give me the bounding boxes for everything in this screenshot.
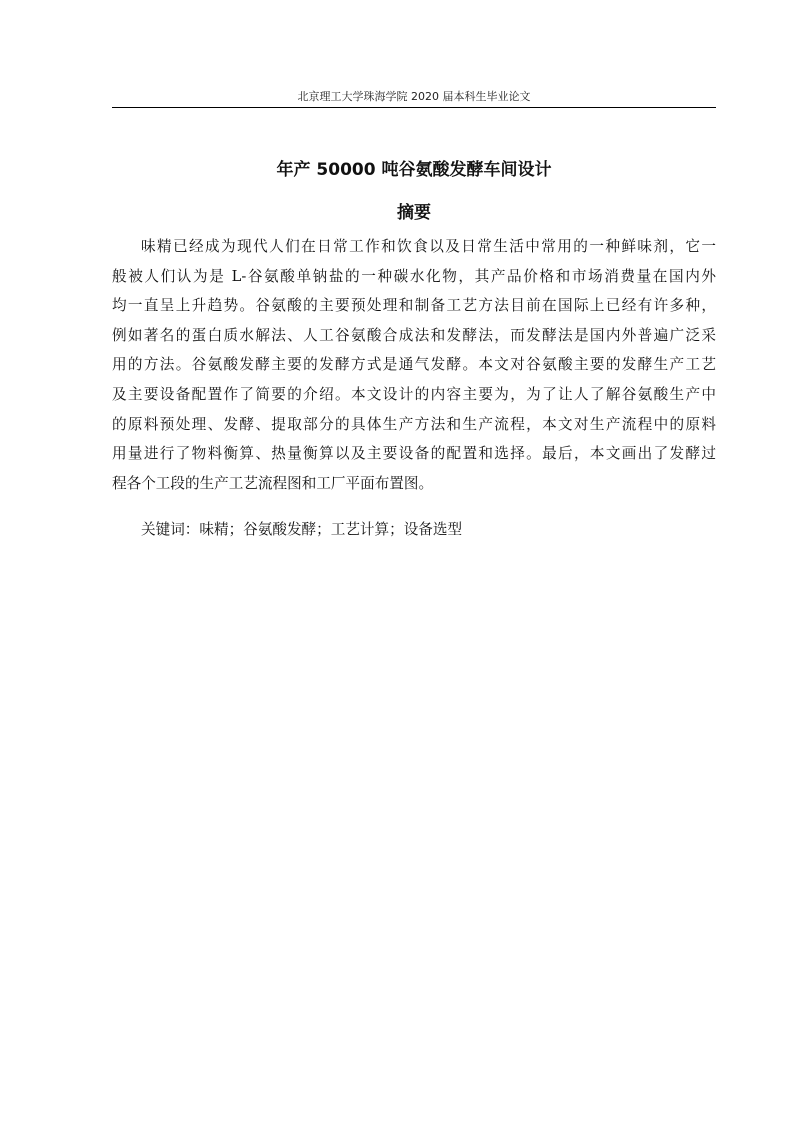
- abstract-line: 的原料预处理、发酵、提取部分的具体生产方法和生产流程，本文对生产流程中的原料: [112, 415, 716, 433]
- abstract-line: 味精已经成为现代人们在日常工作和饮食以及日常生活中常用的一种鲜味剂，它一: [141, 238, 716, 255]
- abstract-line: 及主要设备配置作了简要的介绍。本文设计的内容主要为，为了让人了解谷氨酸生产中: [112, 385, 716, 403]
- abstract-line: 程各个工段的生产工艺流程图和工厂平面布置图。: [112, 474, 434, 492]
- running-header: 北京理工大学珠海学院 2020 届本科生毕业论文: [297, 90, 531, 103]
- keywords-line: 关键词：味精；谷氨酸发酵；工艺计算；设备选型: [141, 521, 463, 538]
- document-title: 年产 50000 吨谷氨酸发酵车间设计: [276, 160, 552, 180]
- abstract-line: 般被人们认为是 L-谷氨酸单钠盐的一种碳水化物，其产品价格和市场消费量在国内外: [112, 267, 716, 285]
- header-rule: [112, 107, 716, 108]
- abstract-line: 例如著名的蛋白质水解法、人工谷氨酸合成法和发酵法，而发酵法是国内外普遍广泛采: [112, 326, 716, 344]
- abstract-line: 用量进行了物料衡算、热量衡算以及主要设备的配置和选择。最后，本文画出了发酵过: [112, 445, 716, 463]
- abstract-line: 用的方法。谷氨酸发酵主要的发酵方式是通气发酵。本文对谷氨酸主要的发酵生产工艺: [112, 356, 716, 374]
- abstract-heading: 摘要: [397, 203, 431, 223]
- abstract-line: 均一直呈上升趋势。谷氨酸的主要预处理和制备工艺方法目前在国际上已经有许多种，: [112, 297, 716, 315]
- abstract-body: [112, 232, 716, 498]
